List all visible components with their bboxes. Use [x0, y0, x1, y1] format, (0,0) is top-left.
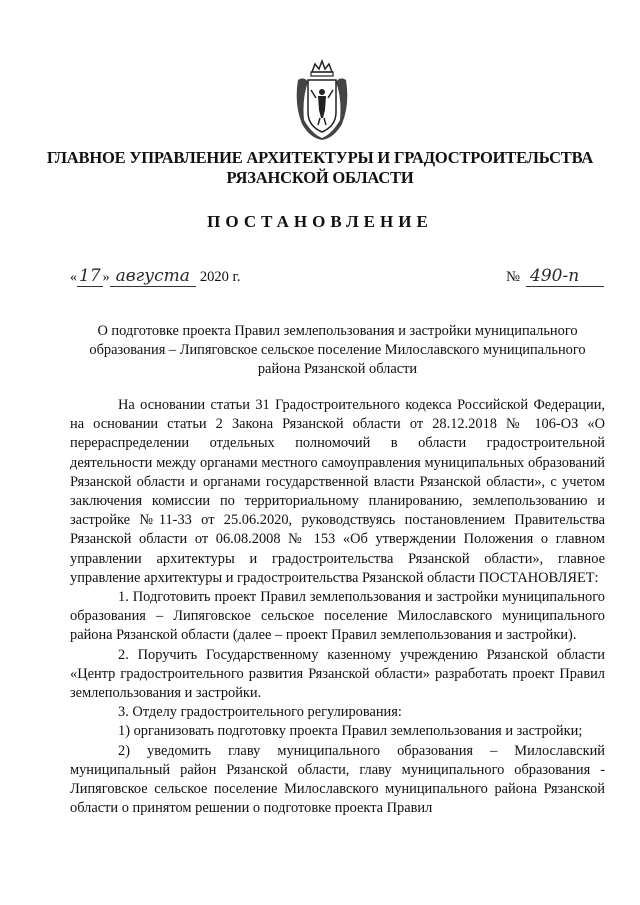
date-open-quote: « [70, 270, 77, 285]
clause-1: 1. Подготовить проект Правил землепользования и застройки муниципального образования – Липяговское сельское поселение Милославского муниципального района Рязанской области (далее – проект Правил землепользования и застройки). [70, 589, 605, 644]
date-day: 17 [79, 266, 101, 286]
number-value: 490-п [526, 266, 604, 287]
date-year: 2020 г. [199, 269, 241, 285]
date-close-quote: » [102, 270, 110, 285]
preamble-paragraph: На основании статьи 31 Градостроительного кодекса Российской Федерации, на основании статьи 2 Закона Рязанской области от 28.12.2018 № 106-ОЗ «О перераспределении отдельных полномочий в области градостроительной деятельности между органами местного самоуправления муниципальных образований Рязанской области и органами государственной власти Рязанской области», с учетом заключения комиссии по территориальному планированию, землепользованию и застройке №11-33 от 25.06.2020, руководствуясь постановлением Правительства Рязанской области от 06.08.2008 № 153 «Об утверждении Положения о главном управлении архитектуры и градостроительства Рязанской области», главное управление архитектуры и градостроительства Рязанской области ПОСТАНОВЛЯЕТ: [70, 397, 605, 586]
document-body [70, 396, 605, 818]
number-sign: № [506, 269, 520, 285]
clause-3-item-1: 1) организовать подготовку проекта Правил землепользования и застройки; [118, 723, 583, 740]
clause-3-item-2: 2) уведомить главу муниципального образования – Милославский муниципальный район Рязанской области, главу муниципального образования - Липяговское сельское поселение Милославского муниципального района Рязанской области о принятом решении о подготовке проекта Правил [70, 742, 605, 817]
clause-2: 2. Поручить Государственному казенному учреждению Рязанской области «Центр градостроительного развития Рязанской области» разработать проект Правил землепользования и застройки. [70, 646, 605, 702]
document-subject: О подготовке проекта Правил землепользования и застройки муниципального образования – Липяговское сельское поселение Милославского муниципального района Рязанской области [89, 323, 586, 377]
document-date [70, 266, 240, 287]
date-number-row [70, 266, 604, 296]
document-number [506, 266, 604, 287]
date-month: августа [110, 266, 196, 287]
organization-name-line1: ГЛАВНОЕ УПРАВЛЕНИЕ АРХИТЕКТУРЫ И ГРАДОСТРОИТЕЛЬСТВА [46, 148, 594, 167]
document-title: ПОСТАНОВЛЕНИЕ [207, 212, 433, 231]
organization-name-line2: РЯЗАНСКОЙ ОБЛАСТИ [226, 168, 414, 187]
coat-of-arms-emblem [294, 58, 350, 140]
clause-3: 3. Отделу градостроительного регулирования: [118, 704, 402, 721]
